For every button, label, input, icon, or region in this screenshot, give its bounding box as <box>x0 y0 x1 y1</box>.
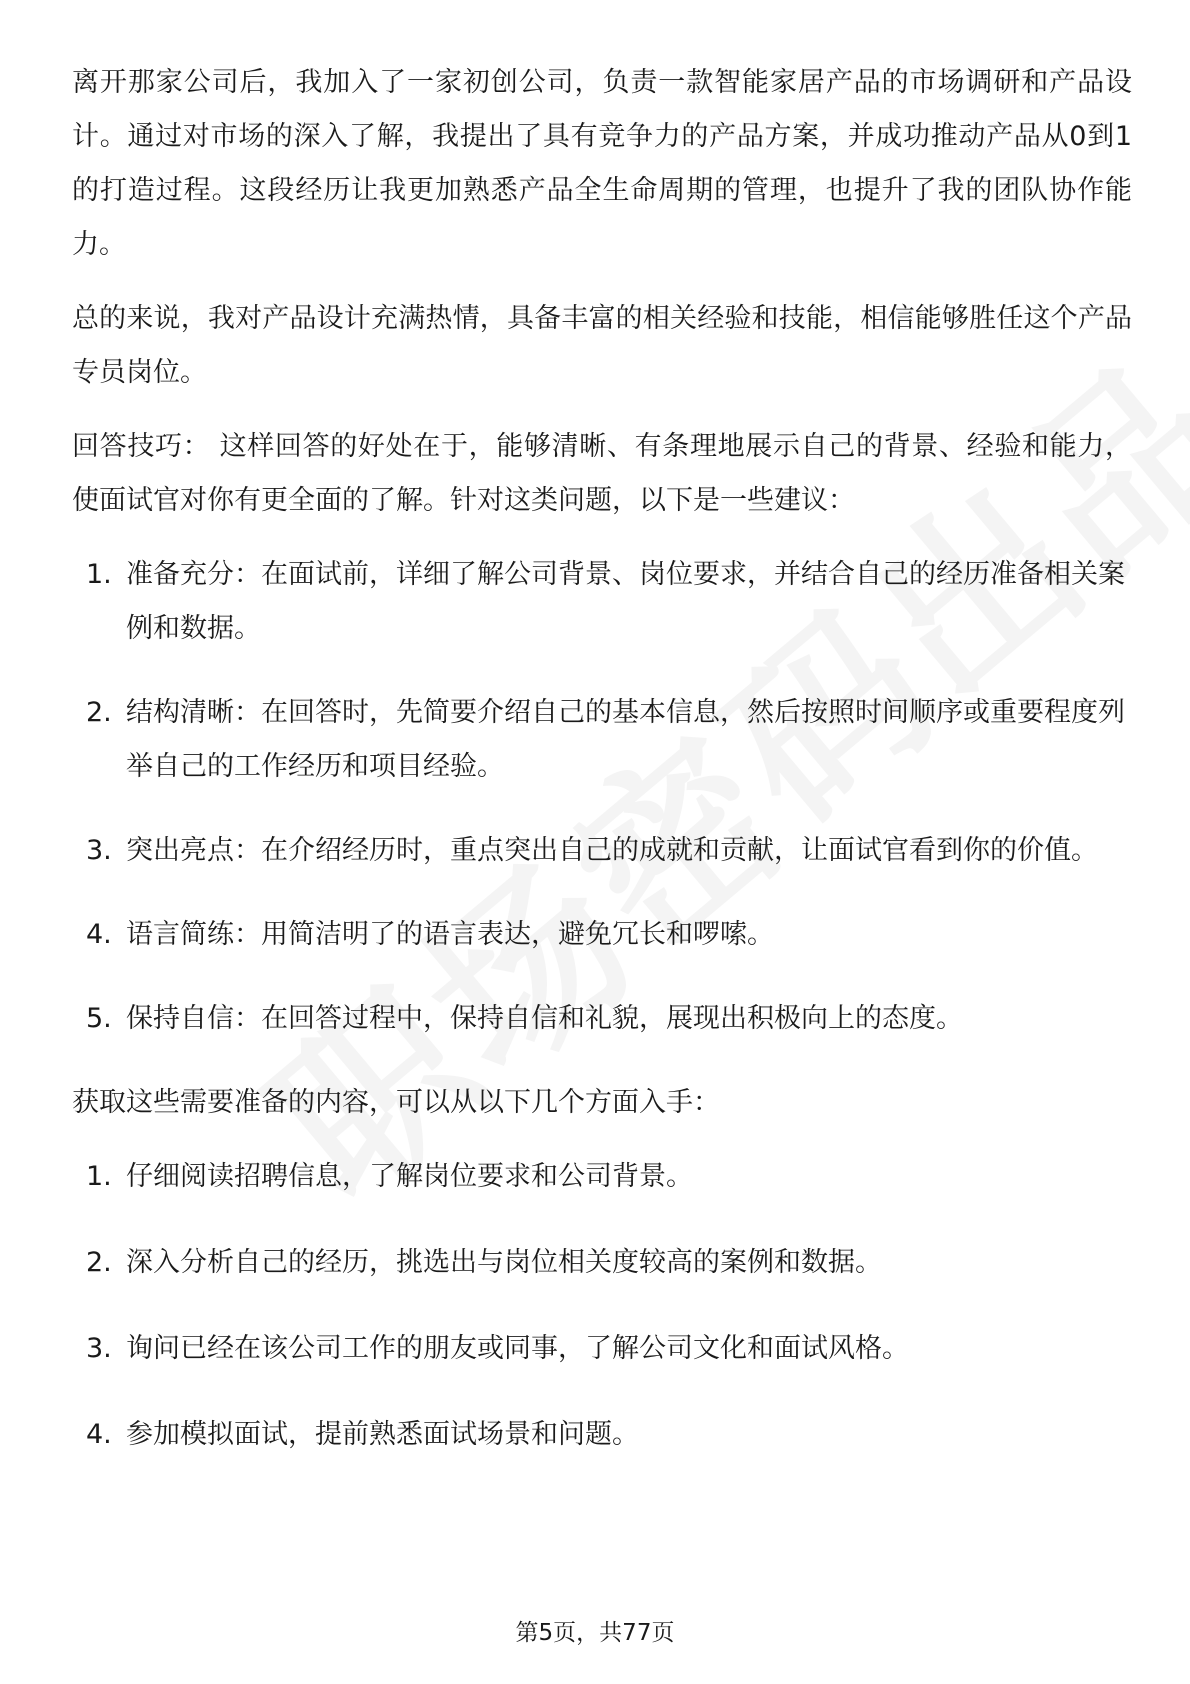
preparation-list <box>72 1150 1132 1462</box>
list-item-text: 准备充分：在面试前，详细了解公司背景、岗位要求，并结合自己的经历准备相关案例和数据。 <box>126 559 1125 644</box>
list-item-text: 询问已经在该公司工作的朋友或同事，了解公司文化和面试风格。 <box>126 1333 909 1364</box>
page-content <box>72 56 1132 1494</box>
paragraph-preparation: 获取这些需要准备的内容，可以从以下几个方面入手： <box>72 1087 720 1118</box>
list-item-text: 仔细阅读招聘信息，了解岗位要求和公司背景。 <box>126 1161 693 1192</box>
list-item-number: 5. <box>86 1003 112 1034</box>
list-item-number: 1. <box>86 1161 112 1192</box>
list-item-number: 2. <box>86 1247 112 1278</box>
list-item-text: 突出亮点：在介绍经历时，重点突出自己的成就和贡献，让面试官看到你的价值。 <box>126 835 1098 866</box>
list-item-text: 参加模拟面试，提前熟悉面试场景和问题。 <box>126 1419 639 1450</box>
list-item-text: 深入分析自己的经历，挑选出与岗位相关度较高的案例和数据。 <box>126 1247 882 1278</box>
list-item <box>72 824 1132 878</box>
list-item-text: 结构清晰：在回答时，先简要介绍自己的基本信息，然后按照时间顺序或重要程度列举自己的工作经历和项目经验。 <box>126 697 1125 782</box>
paragraph-answer-tips: 回答技巧： 这样回答的好处在于，能够清晰、有条理地展示自己的背景、经验和能力，使面试官对你有更全面的了解。针对这类问题，以下是一些建议： <box>72 431 1132 516</box>
list-item-number: 4. <box>86 1419 112 1450</box>
list-item-number: 1. <box>86 559 112 590</box>
list-item-number: 4. <box>86 919 112 950</box>
list-item <box>72 548 1132 656</box>
list-item <box>72 992 1132 1046</box>
paragraph-experience: 离开那家公司后，我加入了一家初创公司，负责一款智能家居产品的市场调研和产品设计。通过对市场的深入了解，我提出了具有竞争力的产品方案，并成功推动产品从0到1的打造过程。这段经历让我更加熟悉产品全生命周期的管理，也提升了我的团队协作能力。 <box>72 67 1132 260</box>
list-item <box>72 1408 1132 1462</box>
list-item-text: 保持自信：在回答过程中，保持自信和礼貌，展现出积极向上的态度。 <box>126 1003 963 1034</box>
list-item <box>72 908 1132 962</box>
tips-list <box>72 548 1132 1046</box>
paragraph-summary: 总的来说，我对产品设计充满热情，具备丰富的相关经验和技能，相信能够胜任这个产品专员岗位。 <box>72 303 1132 388</box>
list-item-text: 语言简练：用简洁明了的语言表达，避免冗长和啰嗦。 <box>126 919 774 950</box>
list-item <box>72 1150 1132 1204</box>
list-item-number: 3. <box>86 1333 112 1364</box>
list-item-number: 2. <box>86 697 112 728</box>
list-item-number: 3. <box>86 835 112 866</box>
list-item <box>72 686 1132 794</box>
list-item <box>72 1322 1132 1376</box>
list-item <box>72 1236 1132 1290</box>
page-number: 第5页，共77页 <box>515 1620 675 1646</box>
